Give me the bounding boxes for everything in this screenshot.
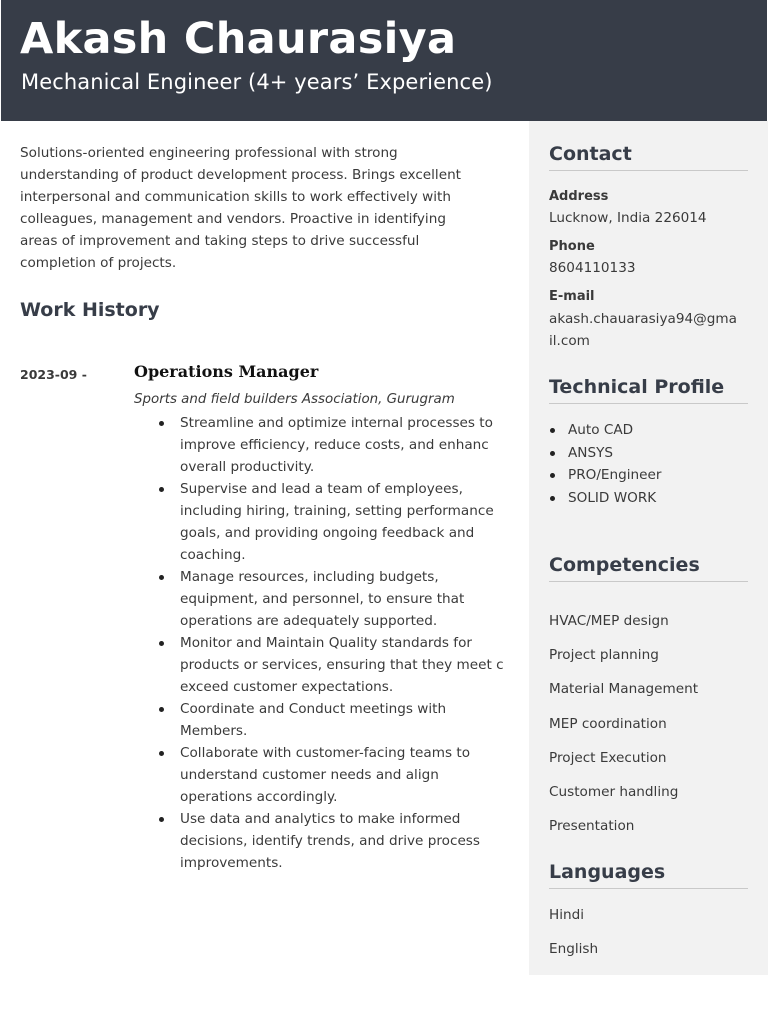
- duty-item: [134, 412, 510, 478]
- competency-item: Customer handling: [549, 783, 679, 800]
- languages-heading: Languages: [549, 861, 748, 889]
- competency-item: Material Management: [549, 681, 699, 698]
- candidate-name: Akash Chaurasiya: [20, 14, 457, 64]
- language-item: English: [549, 941, 599, 957]
- duty-line: overall productivity.: [180, 459, 315, 475]
- job-company: Sports and field builders Association, Gurugram: [134, 392, 455, 407]
- phone-value: 8604110133: [549, 260, 636, 276]
- duty-line: understand customer needs and align: [180, 767, 439, 783]
- duty-line: exceed customer expectations.: [180, 679, 394, 695]
- summary-line: Solutions-oriented engineering professional with strong: [20, 145, 398, 161]
- phone-label: Phone: [549, 239, 595, 254]
- technical-skill-item: Auto CAD: [549, 419, 661, 442]
- competency-item: Project planning: [549, 647, 659, 664]
- duty-line: Monitor and Maintain Quality standards for: [180, 635, 472, 651]
- technical-skill-item: SOLID WORK: [549, 487, 661, 510]
- email-line: il.com: [549, 333, 590, 349]
- professional-summary: [20, 142, 510, 274]
- duty-line: Manage resources, including budgets,: [180, 569, 439, 585]
- address-label: Address: [549, 189, 609, 204]
- technical-profile-list: [549, 419, 661, 509]
- email-value[interactable]: [549, 308, 737, 352]
- duty-item: [134, 742, 510, 808]
- duty-line: operations accordingly.: [180, 789, 338, 805]
- competency-item: Project Execution: [549, 749, 667, 766]
- duty-item: [134, 808, 510, 874]
- summary-line: areas of improvement and taking steps to drive successful: [20, 233, 420, 249]
- work-history-heading: Work History: [20, 299, 160, 321]
- duty-line: Coordinate and Conduct meetings with: [180, 701, 447, 717]
- duty-line: including hiring, training, setting performance: [180, 503, 494, 519]
- duty-line: operations are adequately supported.: [180, 613, 438, 629]
- email-label: E-mail: [549, 289, 595, 304]
- duty-line: Streamline and optimize internal processes to: [180, 415, 493, 431]
- duty-line: Supervise and lead a team of employees,: [180, 481, 463, 497]
- duty-line: coaching.: [180, 547, 246, 563]
- summary-line: understanding of product development process. Brings excellent: [20, 167, 462, 183]
- duty-line: decisions, identify trends, and drive process: [180, 833, 480, 849]
- technical-skill-item: ANSYS: [549, 442, 661, 465]
- summary-line: completion of projects.: [20, 255, 177, 271]
- competencies-list: [549, 611, 698, 850]
- duty-line: improve efficiency, reduce costs, and enhanc: [180, 437, 489, 453]
- duty-item: [134, 478, 510, 566]
- duty-line: Use data and analytics to make informed: [180, 811, 461, 827]
- contact-heading: Contact: [549, 143, 748, 171]
- summary-line: interpersonal and communication skills to work effectively with: [20, 189, 451, 205]
- duty-line: improvements.: [180, 855, 283, 871]
- resume-header: [1, 0, 767, 121]
- job-duties-list: [134, 412, 510, 874]
- email-line: akash.chauarasiya94@gma: [549, 311, 737, 327]
- duty-item: [134, 566, 510, 632]
- competencies-heading: Competencies: [549, 554, 748, 582]
- duty-line: equipment, and personnel, to ensure that: [180, 591, 465, 607]
- address-value: Lucknow, India 226014: [549, 210, 707, 226]
- job-title: Operations Manager: [134, 362, 319, 381]
- languages-list: [549, 905, 598, 973]
- duty-line: Collaborate with customer-facing teams to: [180, 745, 471, 761]
- duty-item: [134, 698, 510, 742]
- technical-profile-heading: Technical Profile: [549, 376, 748, 404]
- technical-skill-item: PRO/Engineer: [549, 464, 661, 487]
- duty-line: products or services, ensuring that they meet c: [180, 657, 504, 673]
- summary-line: colleagues, management and vendors. Proactive in identifying: [20, 211, 446, 227]
- duty-line: Members.: [180, 723, 248, 739]
- competency-item: HVAC/MEP design: [549, 613, 669, 629]
- duty-item: [134, 632, 510, 698]
- competency-item: Presentation: [549, 818, 635, 835]
- job-date: 2023-09 -: [20, 367, 87, 382]
- candidate-role: Mechanical Engineer (4+ years’ Experience): [21, 70, 493, 94]
- duty-line: goals, and providing ongoing feedback and: [180, 525, 475, 541]
- competency-item: MEP coordination: [549, 715, 667, 732]
- language-item: Hindi: [549, 907, 585, 923]
